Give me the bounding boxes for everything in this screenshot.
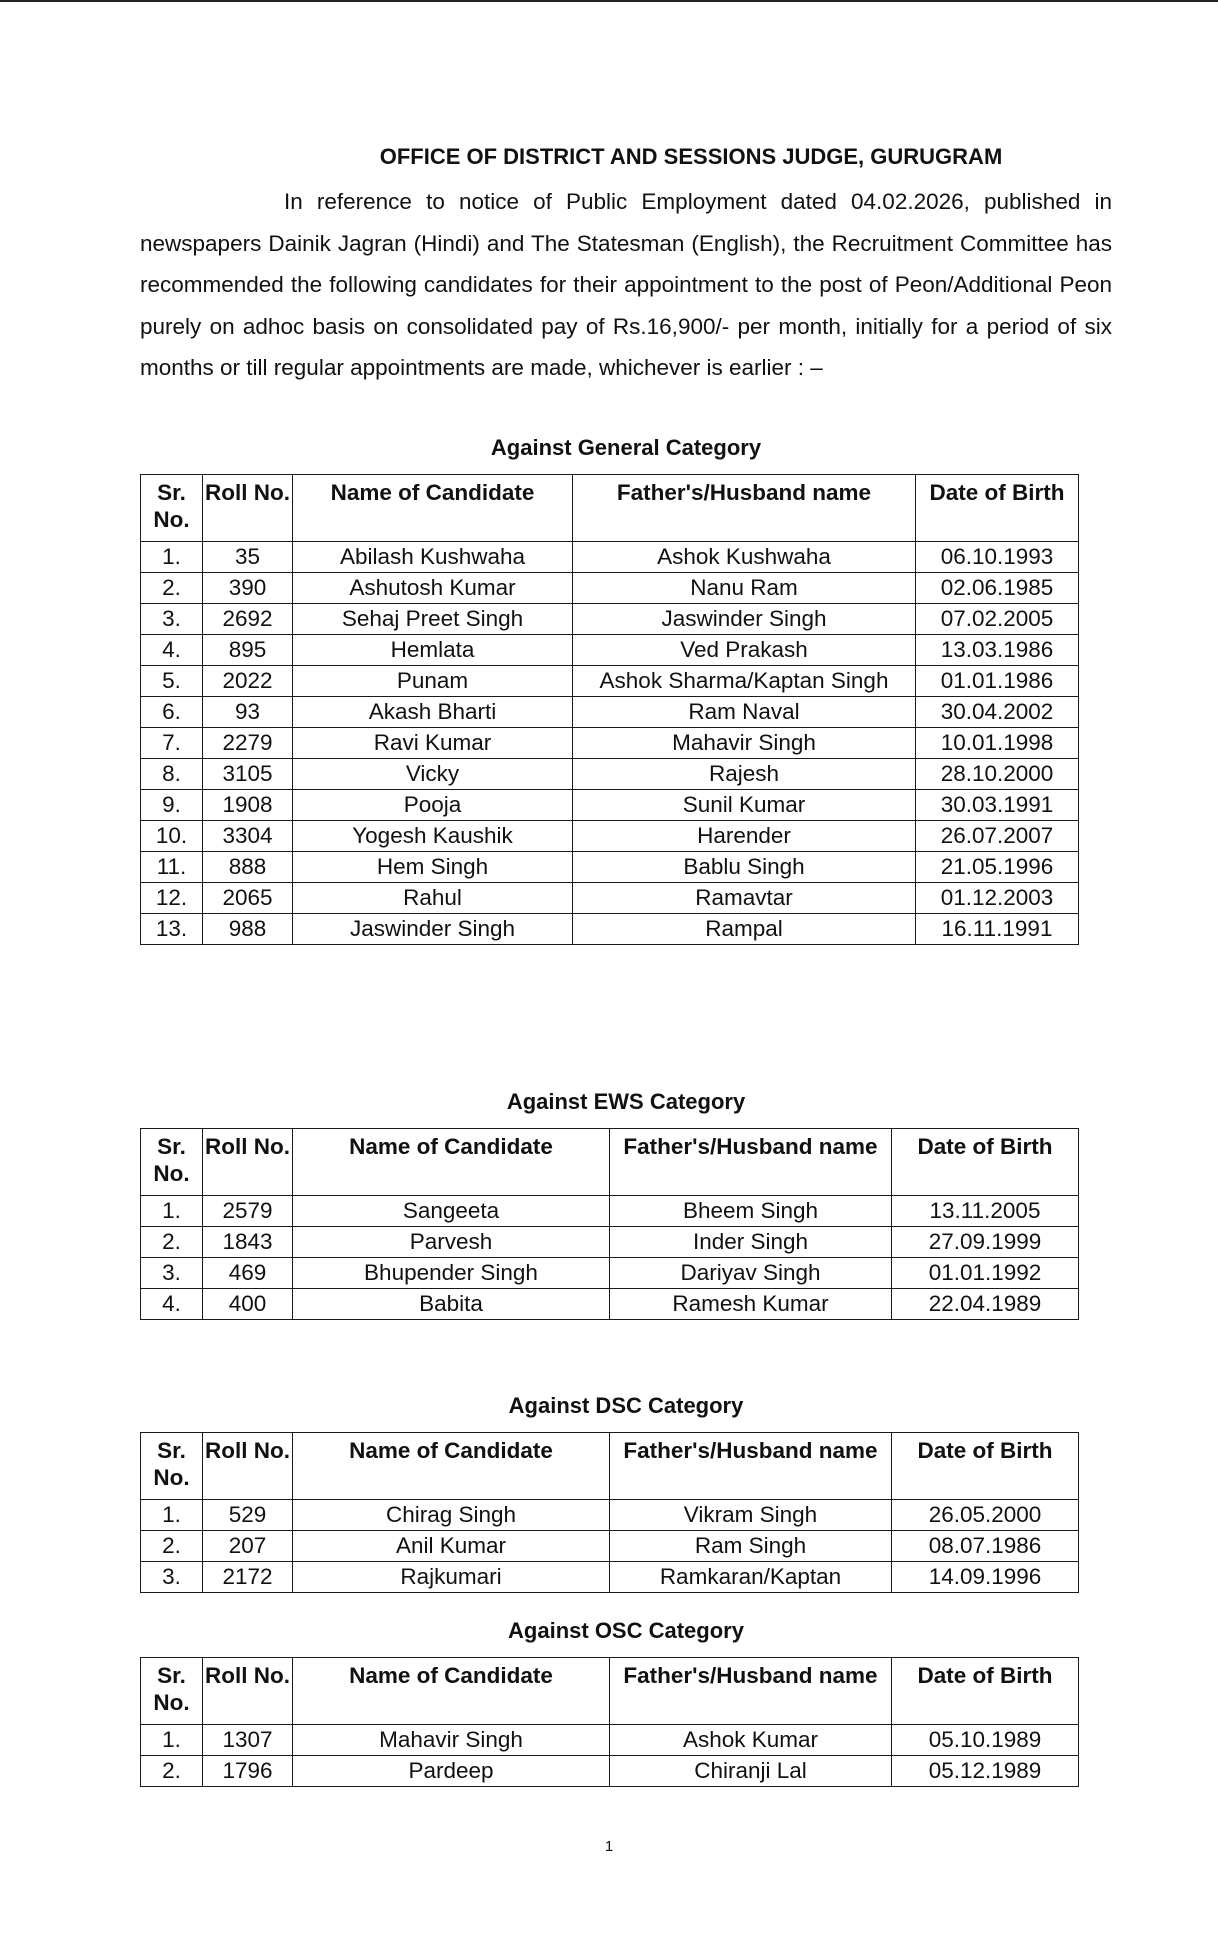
- cell-father-husband-name: Ramesh Kumar: [610, 1289, 892, 1320]
- cell-sr-no: 10.: [141, 821, 203, 852]
- cell-father-husband-name: Inder Singh: [610, 1227, 892, 1258]
- cell-sr-no: 7.: [141, 728, 203, 759]
- table-row: [141, 635, 1079, 666]
- cell-sr-no: 4.: [141, 1289, 203, 1320]
- cell-date-of-birth: 06.10.1993: [916, 542, 1079, 573]
- cell-father-husband-name: Ashok Kumar: [610, 1725, 892, 1756]
- cell-date-of-birth: 14.09.1996: [892, 1562, 1079, 1593]
- cell-candidate-name: Pooja: [293, 790, 573, 821]
- cell-father-husband-name: Sunil Kumar: [573, 790, 916, 821]
- cell-roll-no: 2279: [203, 728, 293, 759]
- cell-sr-no: 11.: [141, 852, 203, 883]
- general-category-table: [140, 474, 1079, 945]
- intro-paragraph: In reference to notice of Public Employment dated 04.02.2026, published in newspapers Dainik Jagran (Hindi) and The Statesman (English), the Recruitment Committee has recommended the following candidates for their appointment to the post of Peon/Additional Peon purely on adhoc basis on consolidated pay of Rs.16,900/- per month, initially for a period of six months or till regular appointments are made, whichever is earlier : –: [140, 189, 1112, 380]
- cell-father-husband-name: Vikram Singh: [610, 1500, 892, 1531]
- cell-roll-no: 888: [203, 852, 293, 883]
- cell-roll-no: 1796: [203, 1756, 293, 1787]
- cell-candidate-name: Mahavir Singh: [293, 1725, 610, 1756]
- cell-date-of-birth: 27.09.1999: [892, 1227, 1079, 1258]
- header-name-of-candidate: Name of Candidate: [293, 1433, 610, 1500]
- cell-date-of-birth: 01.01.1986: [916, 666, 1079, 697]
- cell-father-husband-name: Ram Naval: [573, 697, 916, 728]
- cell-roll-no: 2692: [203, 604, 293, 635]
- osc-category-title: Against OSC Category: [508, 1618, 744, 1643]
- cell-candidate-name: Sehaj Preet Singh: [293, 604, 573, 635]
- header-father-husband-name: Father's/Husband name: [610, 1433, 892, 1500]
- cell-date-of-birth: 10.01.1998: [916, 728, 1079, 759]
- table-header-row: [141, 1433, 1079, 1500]
- cell-sr-no: 13.: [141, 914, 203, 945]
- table-row: [141, 759, 1079, 790]
- cell-father-husband-name: Rajesh: [573, 759, 916, 790]
- cell-roll-no: 2579: [203, 1196, 293, 1227]
- table-row: [141, 1196, 1079, 1227]
- table-row: [141, 728, 1079, 759]
- header-sr-no: Sr. No.: [141, 1433, 203, 1500]
- table-row: [141, 852, 1079, 883]
- cell-roll-no: 1908: [203, 790, 293, 821]
- table-row: [141, 1227, 1079, 1258]
- header-roll-no: Roll No.: [203, 1658, 293, 1725]
- table-row: [141, 573, 1079, 604]
- table-row: [141, 914, 1079, 945]
- cell-candidate-name: Sangeeta: [293, 1196, 610, 1227]
- cell-candidate-name: Chirag Singh: [293, 1500, 610, 1531]
- cell-sr-no: 2.: [141, 1756, 203, 1787]
- cell-sr-no: 1.: [141, 1196, 203, 1227]
- cell-sr-no: 9.: [141, 790, 203, 821]
- cell-father-husband-name: Ashok Sharma/Kaptan Singh: [573, 666, 916, 697]
- header-father-husband-name: Father's/Husband name: [610, 1658, 892, 1725]
- cell-candidate-name: Rahul: [293, 883, 573, 914]
- table-row: [141, 666, 1079, 697]
- cell-date-of-birth: 13.03.1986: [916, 635, 1079, 666]
- table-row: [141, 1725, 1079, 1756]
- osc-category-table: [140, 1657, 1079, 1787]
- cell-candidate-name: Jaswinder Singh: [293, 914, 573, 945]
- cell-candidate-name: Ashutosh Kumar: [293, 573, 573, 604]
- header-roll-no: Roll No.: [203, 1129, 293, 1196]
- table-row: [141, 697, 1079, 728]
- header-sr-no: Sr. No.: [141, 1129, 203, 1196]
- cell-roll-no: 390: [203, 573, 293, 604]
- dsc-category-table: [140, 1432, 1079, 1593]
- cell-roll-no: 529: [203, 1500, 293, 1531]
- cell-father-husband-name: Nanu Ram: [573, 573, 916, 604]
- cell-father-husband-name: Dariyav Singh: [610, 1258, 892, 1289]
- cell-candidate-name: Rajkumari: [293, 1562, 610, 1593]
- header-date-of-birth: Date of Birth: [892, 1129, 1079, 1196]
- cell-roll-no: 1843: [203, 1227, 293, 1258]
- cell-candidate-name: Bhupender Singh: [293, 1258, 610, 1289]
- cell-father-husband-name: Harender: [573, 821, 916, 852]
- cell-father-husband-name: Ved Prakash: [573, 635, 916, 666]
- cell-father-husband-name: Ramavtar: [573, 883, 916, 914]
- cell-father-husband-name: Ramkaran/Kaptan: [610, 1562, 892, 1593]
- cell-sr-no: 3.: [141, 604, 203, 635]
- table-header-row: [141, 1658, 1079, 1725]
- cell-father-husband-name: Ashok Kushwaha: [573, 542, 916, 573]
- header-sr-no: Sr. No.: [141, 1658, 203, 1725]
- cell-roll-no: 988: [203, 914, 293, 945]
- cell-date-of-birth: 16.11.1991: [916, 914, 1079, 945]
- cell-date-of-birth: 21.05.1996: [916, 852, 1079, 883]
- cell-date-of-birth: 01.01.1992: [892, 1258, 1079, 1289]
- header-name-of-candidate: Name of Candidate: [293, 1658, 610, 1725]
- cell-candidate-name: Pardeep: [293, 1756, 610, 1787]
- cell-sr-no: 8.: [141, 759, 203, 790]
- cell-date-of-birth: 22.04.1989: [892, 1289, 1079, 1320]
- header-name-of-candidate: Name of Candidate: [293, 1129, 610, 1196]
- cell-sr-no: 2.: [141, 1531, 203, 1562]
- cell-roll-no: 469: [203, 1258, 293, 1289]
- table-row: [141, 542, 1079, 573]
- ews-category-table: [140, 1128, 1079, 1320]
- table-row: [141, 883, 1079, 914]
- cell-father-husband-name: Jaswinder Singh: [573, 604, 916, 635]
- cell-sr-no: 3.: [141, 1258, 203, 1289]
- cell-roll-no: 3304: [203, 821, 293, 852]
- table-row: [141, 604, 1079, 635]
- cell-candidate-name: Hemlata: [293, 635, 573, 666]
- cell-roll-no: 2172: [203, 1562, 293, 1593]
- cell-roll-no: 35: [203, 542, 293, 573]
- cell-roll-no: 93: [203, 697, 293, 728]
- table-row: [141, 1531, 1079, 1562]
- header-name-of-candidate: Name of Candidate: [293, 475, 573, 542]
- cell-date-of-birth: 26.05.2000: [892, 1500, 1079, 1531]
- cell-sr-no: 1.: [141, 1725, 203, 1756]
- cell-father-husband-name: Rampal: [573, 914, 916, 945]
- table-header-row: [141, 475, 1079, 542]
- table-row: [141, 790, 1079, 821]
- cell-sr-no: 4.: [141, 635, 203, 666]
- cell-candidate-name: Yogesh Kaushik: [293, 821, 573, 852]
- cell-date-of-birth: 01.12.2003: [916, 883, 1079, 914]
- table-row: [141, 1756, 1079, 1787]
- office-title: OFFICE OF DISTRICT AND SESSIONS JUDGE, GURUGRAM: [379, 144, 1003, 169]
- table-row: [141, 1500, 1079, 1531]
- table-row: [141, 821, 1079, 852]
- table-row: [141, 1289, 1079, 1320]
- cell-father-husband-name: Chiranji Lal: [610, 1756, 892, 1787]
- cell-candidate-name: Parvesh: [293, 1227, 610, 1258]
- cell-candidate-name: Abilash Kushwaha: [293, 542, 573, 573]
- cell-date-of-birth: 13.11.2005: [892, 1196, 1079, 1227]
- cell-candidate-name: Ravi Kumar: [293, 728, 573, 759]
- cell-candidate-name: Hem Singh: [293, 852, 573, 883]
- cell-father-husband-name: Bablu Singh: [573, 852, 916, 883]
- cell-date-of-birth: 26.07.2007: [916, 821, 1079, 852]
- cell-sr-no: 3.: [141, 1562, 203, 1593]
- cell-sr-no: 1.: [141, 1500, 203, 1531]
- header-roll-no: Roll No.: [203, 475, 293, 542]
- header-father-husband-name: Father's/Husband name: [610, 1129, 892, 1196]
- header-date-of-birth: Date of Birth: [892, 1658, 1079, 1725]
- cell-roll-no: 3105: [203, 759, 293, 790]
- cell-candidate-name: Punam: [293, 666, 573, 697]
- header-sr-no: Sr. No.: [141, 475, 203, 542]
- cell-date-of-birth: 30.03.1991: [916, 790, 1079, 821]
- cell-date-of-birth: 30.04.2002: [916, 697, 1079, 728]
- cell-sr-no: 6.: [141, 697, 203, 728]
- cell-roll-no: 2022: [203, 666, 293, 697]
- header-date-of-birth: Date of Birth: [892, 1433, 1079, 1500]
- cell-date-of-birth: 05.10.1989: [892, 1725, 1079, 1756]
- cell-date-of-birth: 28.10.2000: [916, 759, 1079, 790]
- cell-father-husband-name: Mahavir Singh: [573, 728, 916, 759]
- dsc-category-title: Against DSC Category: [508, 1393, 744, 1418]
- cell-date-of-birth: 02.06.1985: [916, 573, 1079, 604]
- cell-sr-no: 12.: [141, 883, 203, 914]
- cell-roll-no: 895: [203, 635, 293, 666]
- header-date-of-birth: Date of Birth: [916, 475, 1079, 542]
- page-top-border: [0, 0, 1218, 2]
- cell-date-of-birth: 07.02.2005: [916, 604, 1079, 635]
- cell-candidate-name: Babita: [293, 1289, 610, 1320]
- general-category-title: Against General Category: [490, 435, 762, 460]
- cell-date-of-birth: 08.07.1986: [892, 1531, 1079, 1562]
- table-row: [141, 1258, 1079, 1289]
- cell-sr-no: 1.: [141, 542, 203, 573]
- page-number: 1: [604, 1838, 614, 1855]
- cell-candidate-name: Akash Bharti: [293, 697, 573, 728]
- header-roll-no: Roll No.: [203, 1433, 293, 1500]
- cell-roll-no: 1307: [203, 1725, 293, 1756]
- cell-sr-no: 2.: [141, 573, 203, 604]
- cell-sr-no: 2.: [141, 1227, 203, 1258]
- cell-roll-no: 2065: [203, 883, 293, 914]
- cell-roll-no: 400: [203, 1289, 293, 1320]
- table-row: [141, 1562, 1079, 1593]
- cell-sr-no: 5.: [141, 666, 203, 697]
- cell-roll-no: 207: [203, 1531, 293, 1562]
- cell-date-of-birth: 05.12.1989: [892, 1756, 1079, 1787]
- cell-candidate-name: Vicky: [293, 759, 573, 790]
- table-header-row: [141, 1129, 1079, 1196]
- cell-candidate-name: Anil Kumar: [293, 1531, 610, 1562]
- header-father-husband-name: Father's/Husband name: [573, 475, 916, 542]
- cell-father-husband-name: Bheem Singh: [610, 1196, 892, 1227]
- ews-category-title: Against EWS Category: [506, 1089, 746, 1114]
- cell-father-husband-name: Ram Singh: [610, 1531, 892, 1562]
